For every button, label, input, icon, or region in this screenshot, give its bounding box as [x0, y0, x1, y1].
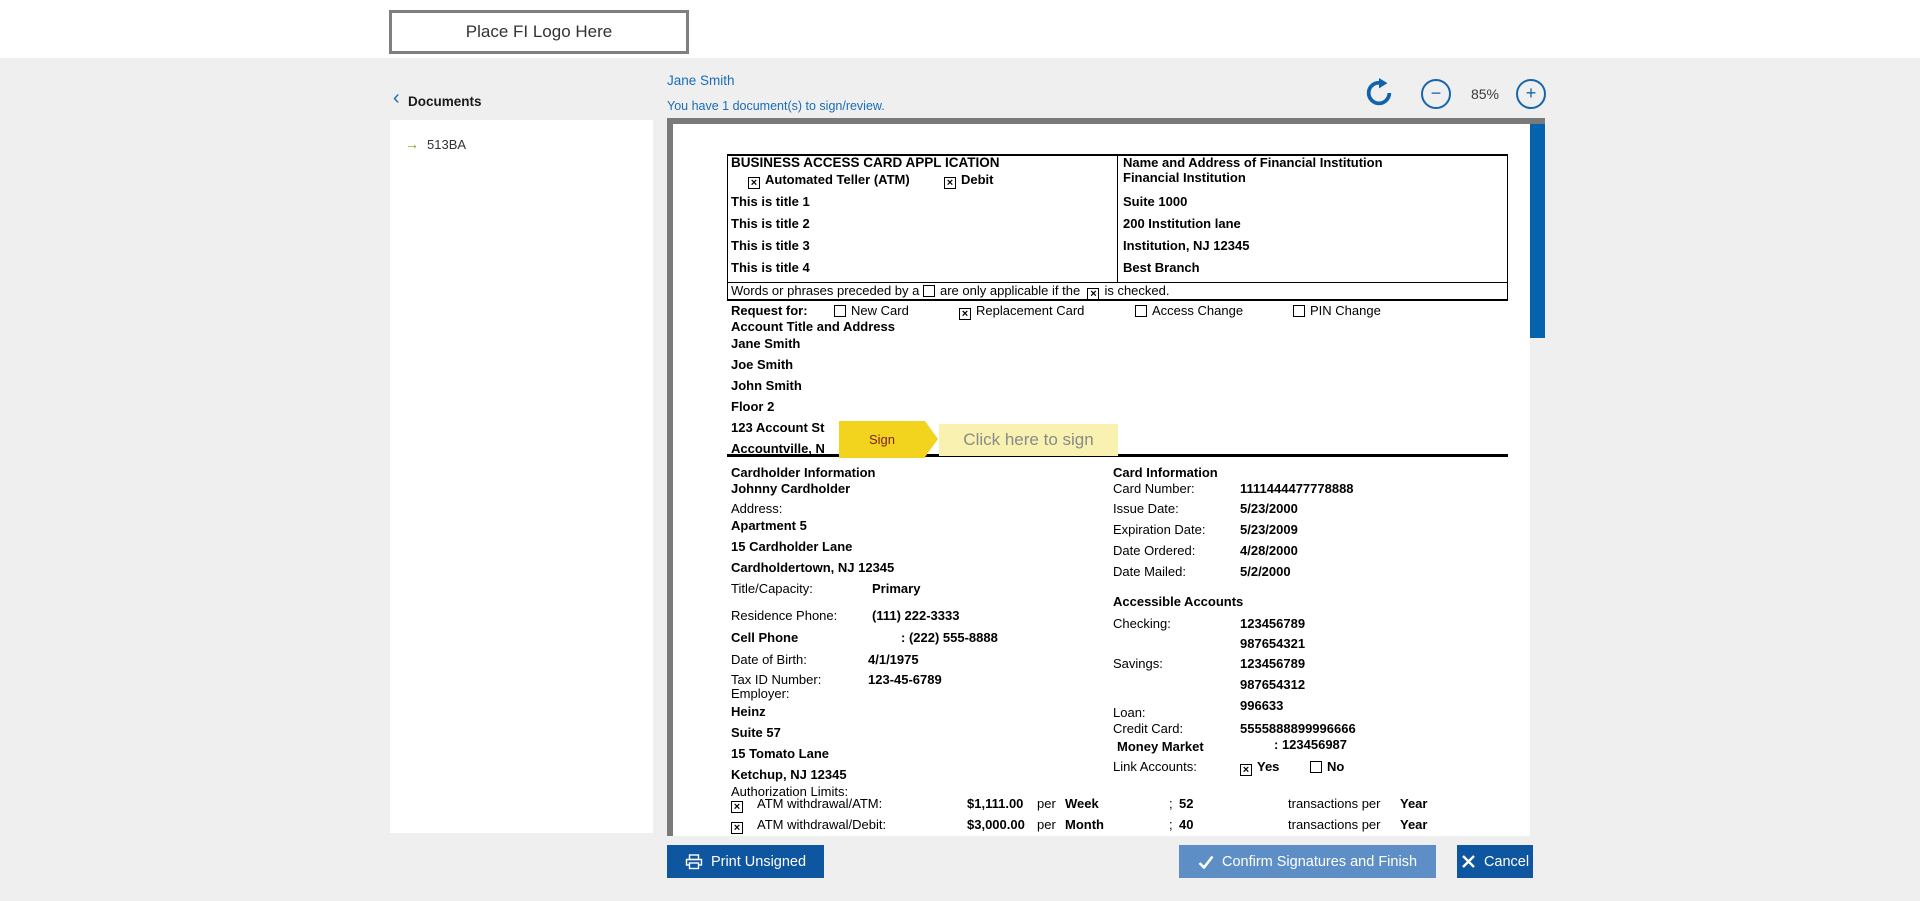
field-value: : 123456987: [1274, 737, 1348, 752]
link-accounts-no[interactable]: No: [1310, 759, 1344, 774]
field-value: 123-45-6789: [868, 672, 942, 687]
card-type-debit: × Debit: [944, 172, 994, 189]
employer-line: Ketchup, NJ 12345: [731, 767, 847, 782]
request-option-new-card[interactable]: New Card: [834, 303, 909, 318]
auth-unit: Year: [1400, 817, 1428, 832]
field-label: Date Mailed:: [1113, 564, 1186, 579]
top-bar: [0, 0, 1920, 58]
account-line: John Smith: [731, 378, 802, 393]
auth-per: per: [1037, 796, 1056, 811]
form-subtitle: This is title 4: [731, 260, 810, 275]
request-option-pin-change[interactable]: PIN Change: [1293, 303, 1381, 318]
card-info-heading: Card Information: [1113, 465, 1218, 480]
fi-line: Financial Institution: [1123, 170, 1246, 185]
auth-trans: transactions per: [1288, 796, 1381, 811]
checkbox-unchecked-icon[interactable]: [1310, 761, 1322, 773]
documents-to-sign-message: You have 1 document(s) to sign/review.: [667, 99, 885, 113]
field-label: Loan:: [1113, 705, 1146, 720]
auth-sep: ;: [1169, 796, 1173, 811]
fi-logo-placeholder: [389, 10, 689, 54]
auth-count: 40: [1179, 817, 1194, 832]
fi-heading: Name and Address of Financial Institution: [1123, 155, 1383, 170]
cancel-button[interactable]: [1457, 845, 1533, 878]
field-label: Credit Card:: [1113, 721, 1184, 736]
link-accounts-yes[interactable]: × Yes: [1240, 759, 1279, 776]
confirm-signatures-button[interactable]: [1179, 845, 1436, 878]
field-value: 4/28/2000: [1240, 543, 1298, 558]
fi-logo-label: Place FI Logo Here: [465, 22, 613, 41]
click-here-to-sign-field[interactable]: [939, 424, 1118, 456]
field-value: Primary: [872, 581, 921, 596]
zoom-in-button[interactable]: +: [1516, 79, 1546, 109]
sign-prompt-label: Click here to sign: [963, 430, 1094, 449]
back-chevron-icon[interactable]: ‹: [393, 87, 400, 109]
accessible-accounts-heading: Accessible Accounts: [1113, 594, 1244, 609]
sign-tab-arrow-icon: [925, 421, 938, 457]
scrollbar-thumb[interactable]: [1530, 124, 1545, 338]
auth-trans: transactions per: [1288, 817, 1381, 832]
cancel-label: Cancel: [1483, 853, 1530, 870]
form-subtitle: This is title 1: [731, 194, 810, 209]
checkbox-checked-icon[interactable]: [748, 177, 760, 189]
employer-label: Employer:: [731, 686, 790, 701]
field-label: Money Market: [1117, 739, 1204, 754]
scrollbar-track[interactable]: [1530, 124, 1545, 836]
card-type-atm: ×Automated Teller (ATM): [748, 172, 910, 189]
field-label: Issue Date:: [1113, 501, 1179, 516]
employer-line: Suite 57: [731, 725, 781, 740]
field-value: 5555888899996666: [1240, 721, 1356, 736]
auth-row-label: ATM withdrawal/ATM:: [757, 796, 883, 811]
checkbox-checked-icon[interactable]: [1240, 764, 1252, 776]
close-icon: [1461, 854, 1476, 869]
field-label: Cell Phone: [731, 630, 799, 645]
auth-row-checkbox: [731, 796, 748, 813]
account-heading: Account Title and Address: [731, 319, 895, 334]
checkbox-checked-icon[interactable]: [959, 308, 971, 320]
field-label: Date Ordered:: [1113, 543, 1196, 558]
field-label: Savings:: [1113, 656, 1163, 671]
printer-icon: [685, 854, 703, 870]
account-line: Jane Smith: [731, 336, 801, 351]
field-value: 4/1/1975: [868, 652, 919, 667]
request-for-label: Request for:: [731, 303, 808, 318]
field-value: 1111444477778888: [1240, 481, 1354, 496]
field-label: Link Accounts:: [1113, 759, 1197, 774]
auth-limits-heading: Authorization Limits:: [731, 784, 849, 799]
auth-sep: ;: [1169, 817, 1173, 832]
auth-period: Month: [1065, 817, 1104, 832]
sign-tab-label: Sign: [868, 432, 896, 447]
account-line: Floor 2: [731, 399, 775, 414]
auth-row-checkbox: [731, 817, 748, 834]
checkbox-checked-icon[interactable]: [944, 177, 956, 189]
address-line: Cardholdertown, NJ 12345: [731, 560, 895, 575]
fi-line: Institution, NJ 12345: [1123, 238, 1250, 253]
field-value: 987654312: [1240, 677, 1306, 692]
fi-line: Best Branch: [1123, 260, 1200, 275]
auth-period: Week: [1065, 796, 1099, 811]
checkbox-unchecked-icon[interactable]: [834, 305, 846, 317]
fi-line: 200 Institution lane: [1123, 216, 1241, 231]
checkbox-checked-icon[interactable]: [731, 822, 743, 834]
checkbox-checked-icon: [1087, 288, 1099, 300]
field-label: Title/Capacity:: [731, 581, 813, 596]
divider: [727, 154, 728, 300]
confirm-signatures-label: Confirm Signatures and Finish: [1221, 853, 1418, 870]
auth-amount: $3,000.00: [967, 817, 1025, 832]
cardholder-heading: Cardholder Information: [731, 465, 876, 480]
field-label: Date of Birth:: [731, 652, 807, 667]
zoom-out-button[interactable]: −: [1421, 79, 1451, 109]
checkbox-unchecked-icon: [923, 285, 935, 297]
divider: [1117, 154, 1118, 283]
checkbox-unchecked-icon[interactable]: [1135, 305, 1147, 317]
checkbox-unchecked-icon[interactable]: [1293, 305, 1305, 317]
account-line: Joe Smith: [731, 357, 794, 372]
request-option-access-change[interactable]: Access Change: [1135, 303, 1243, 318]
form-subtitle: This is title 2: [731, 216, 810, 231]
checkbox-note: Words or phrases preceded by a are only applicable if the × is checked.: [731, 283, 1169, 300]
print-unsigned-label: Print Unsigned: [710, 853, 807, 870]
field-label: Residence Phone:: [731, 608, 838, 623]
print-unsigned-button[interactable]: [667, 845, 824, 878]
current-doc-arrow-icon: →: [405, 136, 419, 152]
field-value: 123456789: [1240, 616, 1306, 631]
field-value: 5/23/2009: [1240, 522, 1298, 537]
field-label: Card Number:: [1113, 481, 1195, 496]
form-subtitle: This is title 3: [731, 238, 810, 253]
field-value: 5/23/2000: [1240, 501, 1298, 516]
sign-tab[interactable]: [839, 421, 925, 458]
auth-unit: Year: [1400, 796, 1428, 811]
auth-per: per: [1037, 817, 1056, 832]
account-line: 123 Account St: [731, 420, 825, 435]
sidebar-item-label: 513BA: [427, 137, 467, 152]
field-label: Expiration Date:: [1113, 522, 1206, 537]
field-label: Checking:: [1113, 616, 1171, 631]
field-value: 996633: [1240, 698, 1284, 713]
employer-line: Heinz: [731, 704, 766, 719]
field-value: : (222) 555-8888: [901, 630, 998, 645]
field-value: (111) 222-3333: [872, 608, 960, 623]
documents-panel: [390, 120, 653, 833]
cardholder-name: Johnny Cardholder: [731, 481, 851, 496]
sidebar-item-document[interactable]: [405, 136, 466, 152]
employer-line: 15 Tomato Lane: [731, 746, 830, 761]
auth-amount: $1,111.00: [967, 796, 1024, 811]
divider: [1507, 154, 1508, 300]
field-value: 987654321: [1240, 636, 1306, 651]
form-title: BUSINESS ACCESS CARD APPL ICATION: [731, 155, 1000, 170]
field-value: 5/2/2000: [1240, 564, 1291, 579]
checkbox-checked-icon[interactable]: [731, 801, 743, 813]
address-label: Address:: [731, 501, 783, 516]
refresh-icon[interactable]: [1364, 78, 1394, 108]
user-name: Jane Smith: [667, 73, 735, 88]
request-option-replacement-card[interactable]: × Replacement Card: [959, 303, 1084, 320]
document-page: [673, 124, 1530, 836]
address-line: Apartment 5: [731, 518, 807, 533]
address-line: 15 Cardholder Lane: [731, 539, 853, 554]
documents-title: Documents: [408, 94, 482, 109]
auth-count: 52: [1179, 796, 1194, 811]
check-icon: [1198, 855, 1214, 869]
auth-row-label: ATM withdrawal/Debit:: [757, 817, 887, 832]
fi-line: Suite 1000: [1123, 194, 1188, 209]
field-label: Tax ID Number:: [731, 672, 822, 687]
zoom-level: 85%: [1470, 86, 1500, 102]
account-line: Accountville, N: [731, 441, 825, 456]
field-value: 123456789: [1240, 656, 1306, 671]
